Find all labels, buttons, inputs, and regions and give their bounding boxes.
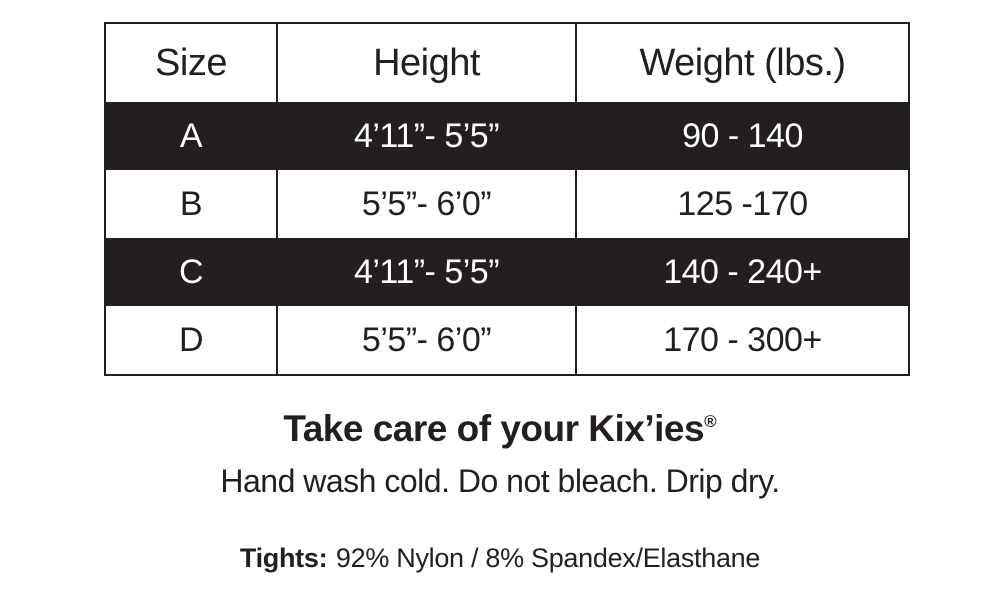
- care-title: [0, 408, 1000, 450]
- table-header-row: [106, 24, 908, 102]
- cell-size: A: [106, 102, 278, 170]
- table-row-size-a: [106, 102, 908, 170]
- table-row-size-c: [106, 238, 908, 306]
- cell-size: B: [106, 170, 278, 238]
- cell-weight: 140 - 240+: [663, 252, 822, 291]
- table-row-size-d: [106, 306, 908, 374]
- materials-label: Tights:: [239, 543, 328, 573]
- care-instructions-text: Hand wash cold. Do not bleach. Drip dry.: [220, 463, 780, 499]
- table-row-size-b: [106, 170, 908, 238]
- header-cell-size: Size: [106, 24, 278, 102]
- materials-value: 92% Nylon / 8% Spandex/Elasthane: [335, 543, 761, 573]
- cell-size: D: [106, 306, 278, 374]
- size-chart-table: [104, 22, 910, 376]
- cell-height: 4’11”- 5’5”: [278, 102, 577, 170]
- cell-weight: 170 - 300+: [663, 320, 822, 359]
- registered-trademark-symbol: ®: [704, 411, 717, 431]
- cell-height: 5’5”- 6’0”: [278, 170, 577, 238]
- materials-line: [0, 543, 1000, 574]
- cell-weight: 90 - 140: [682, 116, 803, 155]
- cell-size: C: [106, 238, 278, 306]
- header-cell-weight: Weight (lbs.): [639, 41, 846, 84]
- care-title-text: Take care of your Kix’ies: [283, 408, 705, 449]
- cell-height: 5’5”- 6’0”: [278, 306, 577, 374]
- cell-height: 4’11”- 5’5”: [278, 238, 577, 306]
- cell-weight: 125 -170: [677, 184, 808, 223]
- header-cell-height: Height: [278, 24, 577, 102]
